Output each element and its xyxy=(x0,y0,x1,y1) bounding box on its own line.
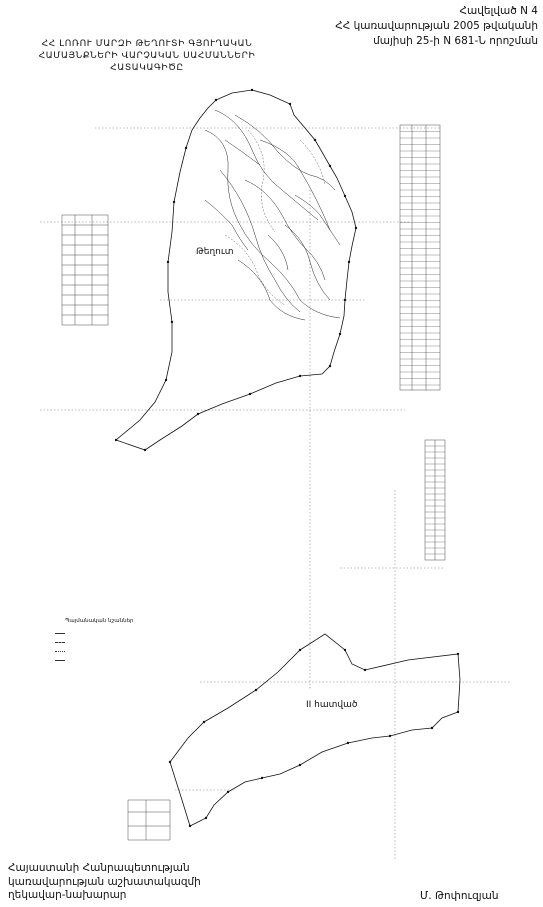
signatory-line-1: Հայաստանի Հանրապետության xyxy=(8,862,190,874)
decision-line-2: մայիսի 25-ի N 681-Ն որոշման xyxy=(373,35,538,47)
legend-dotted-symbol xyxy=(55,651,65,652)
right-table-1-rows xyxy=(400,132,440,386)
signatory-title xyxy=(8,862,201,903)
map-title-line-2: ՀԱՄԱՅՆՔՆԵՐԻ ՎԱՐՉԱԿԱՆ ՍԱՀՄԱՆՆԵՐԻ xyxy=(38,51,256,61)
legend-dashed-symbol xyxy=(55,642,65,643)
signatory-name: Մ. Թոփուզյան xyxy=(420,890,499,902)
legend-item xyxy=(55,647,215,656)
legend-line-symbol xyxy=(55,633,65,634)
legend-thin-symbol xyxy=(55,660,65,661)
area-summary-table xyxy=(128,800,170,840)
left-coordinate-table xyxy=(62,215,108,325)
legend-item xyxy=(55,638,215,647)
legend-item xyxy=(55,656,215,665)
appendix-number: Հավելված N 4 xyxy=(459,5,538,17)
legend-title: Պայմանական նշաններ xyxy=(65,618,134,624)
signatory-line-3: ղեկավար-նախարար xyxy=(8,889,127,901)
legend xyxy=(55,617,215,665)
region-label-teghut: Թեղուտ xyxy=(196,247,234,257)
legend-item xyxy=(55,629,215,638)
map-title-line-1: ՀՀ ԼՈՌՈՒ ՄԱՐԶԻ ԹԵՂՈՒՏԻ ԳՅՈՒՂԱԿԱՆ xyxy=(41,39,253,49)
internal-lines xyxy=(205,110,340,320)
boundary-points xyxy=(115,89,459,827)
decision-line-1: ՀՀ կառավարության 2005 թվականի xyxy=(335,20,538,32)
right-coordinate-table-1 xyxy=(400,125,440,390)
region-label-section-ii: II հատված xyxy=(306,700,358,710)
signatory-line-2: կառավարության աշխատակազմի xyxy=(8,875,201,888)
teghut-boundary xyxy=(116,90,356,450)
map-title-line-3: ՀԱՏԱԿԱԳԻԾԸ xyxy=(110,63,184,73)
